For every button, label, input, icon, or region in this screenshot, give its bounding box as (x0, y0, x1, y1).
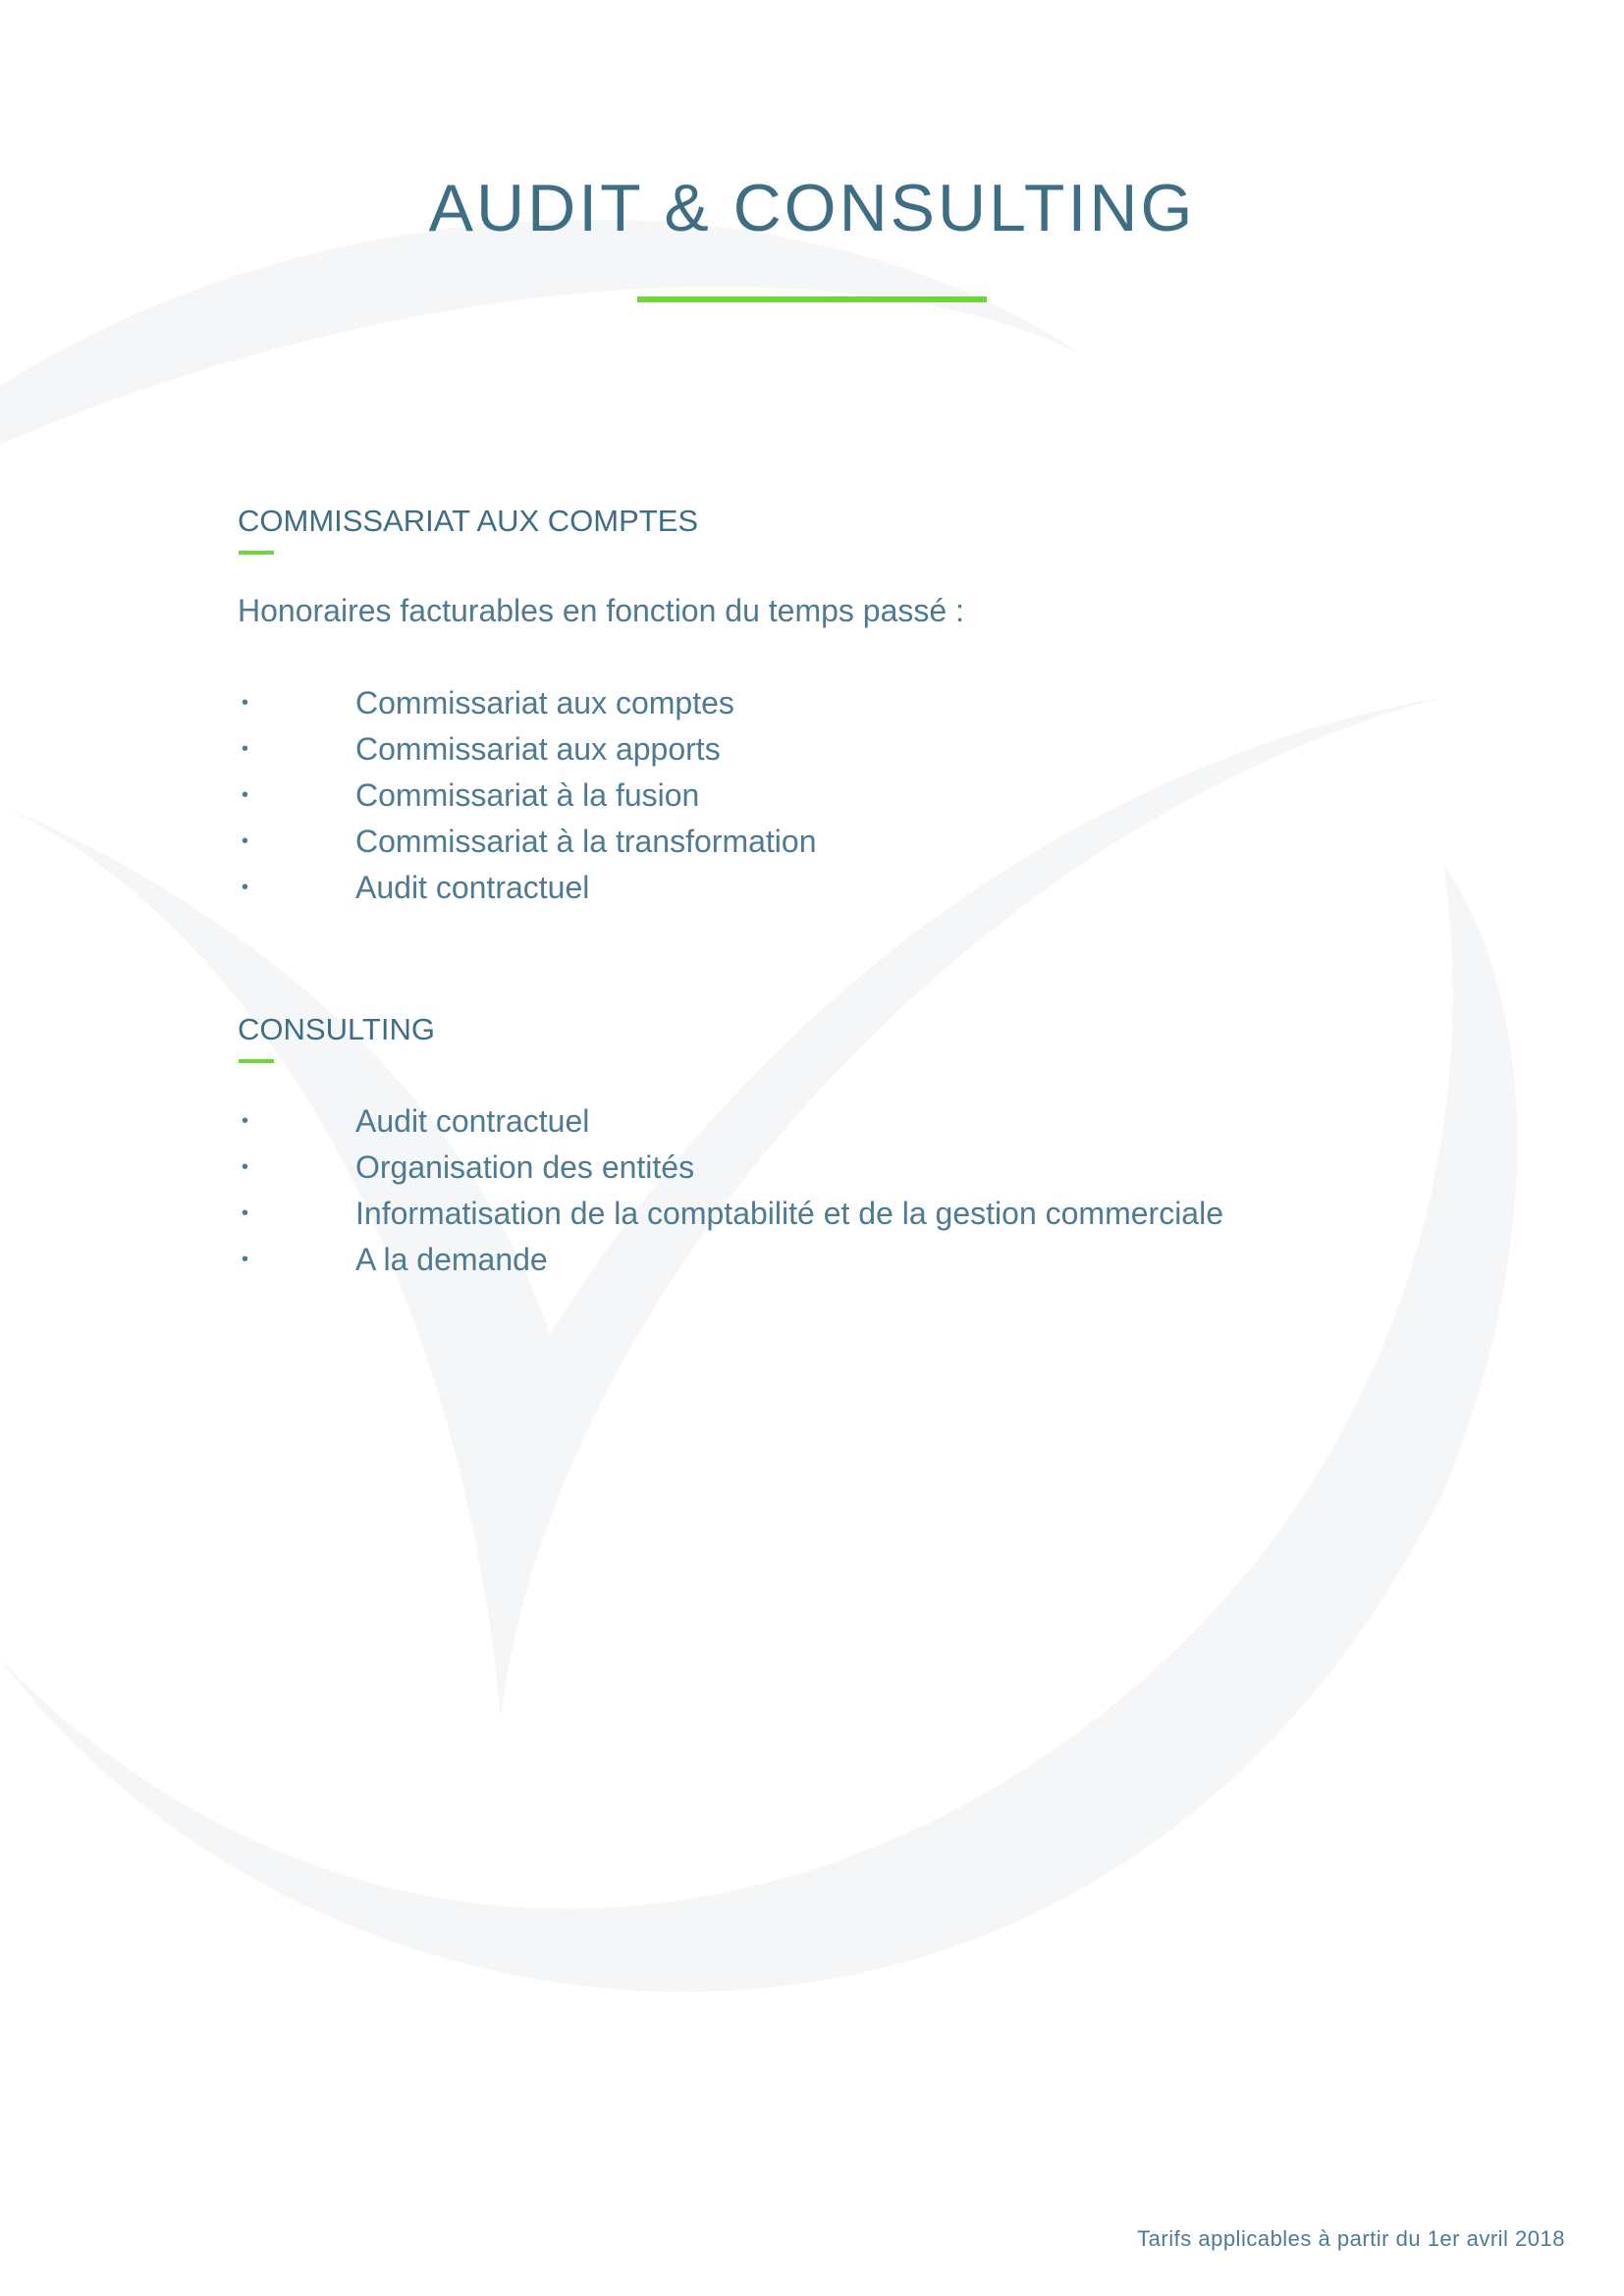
list-item-label: Commissariat aux comptes (355, 685, 734, 721)
bullet-icon: • (242, 1110, 249, 1132)
list-item-label: Commissariat à la fusion (355, 777, 700, 813)
list-item-label: Audit contractuel (355, 1103, 590, 1139)
page-title: AUDIT & CONSULTING (428, 171, 1196, 245)
bullet-icon: • (242, 830, 249, 852)
list-item-label: Commissariat aux apports (355, 731, 721, 767)
bullet-icon: • (242, 1249, 249, 1270)
title-underline (637, 296, 987, 302)
list-item-label: Commissariat à la transformation (355, 824, 817, 859)
bullet-icon: • (242, 784, 249, 806)
section-heading-commissariat: COMMISSARIAT AUX COMPTES (238, 504, 699, 538)
section-heading-consulting: CONSULTING (238, 1012, 435, 1046)
bullet-icon: • (242, 1156, 249, 1178)
list-item-label: Audit contractuel (355, 870, 590, 905)
bullet-icon: • (242, 738, 249, 760)
bullet-icon: • (242, 692, 249, 714)
list-item-label: A la demande (355, 1242, 548, 1277)
bullet-icon: • (242, 877, 249, 898)
bullet-icon: • (242, 1202, 249, 1224)
list-item-label: Organisation des entités (355, 1149, 695, 1185)
section-intro-text: Honoraires facturables en fonction du temps passé : (238, 593, 964, 628)
section-dash-commissariat (239, 551, 274, 555)
list-item-label: Informatisation de la comptabilité et de la gestion commerciale (355, 1196, 1223, 1231)
section-dash-consulting (239, 1059, 274, 1063)
footer-note: Tarifs applicables à partir du 1er avril 2018 (1137, 2226, 1565, 2251)
